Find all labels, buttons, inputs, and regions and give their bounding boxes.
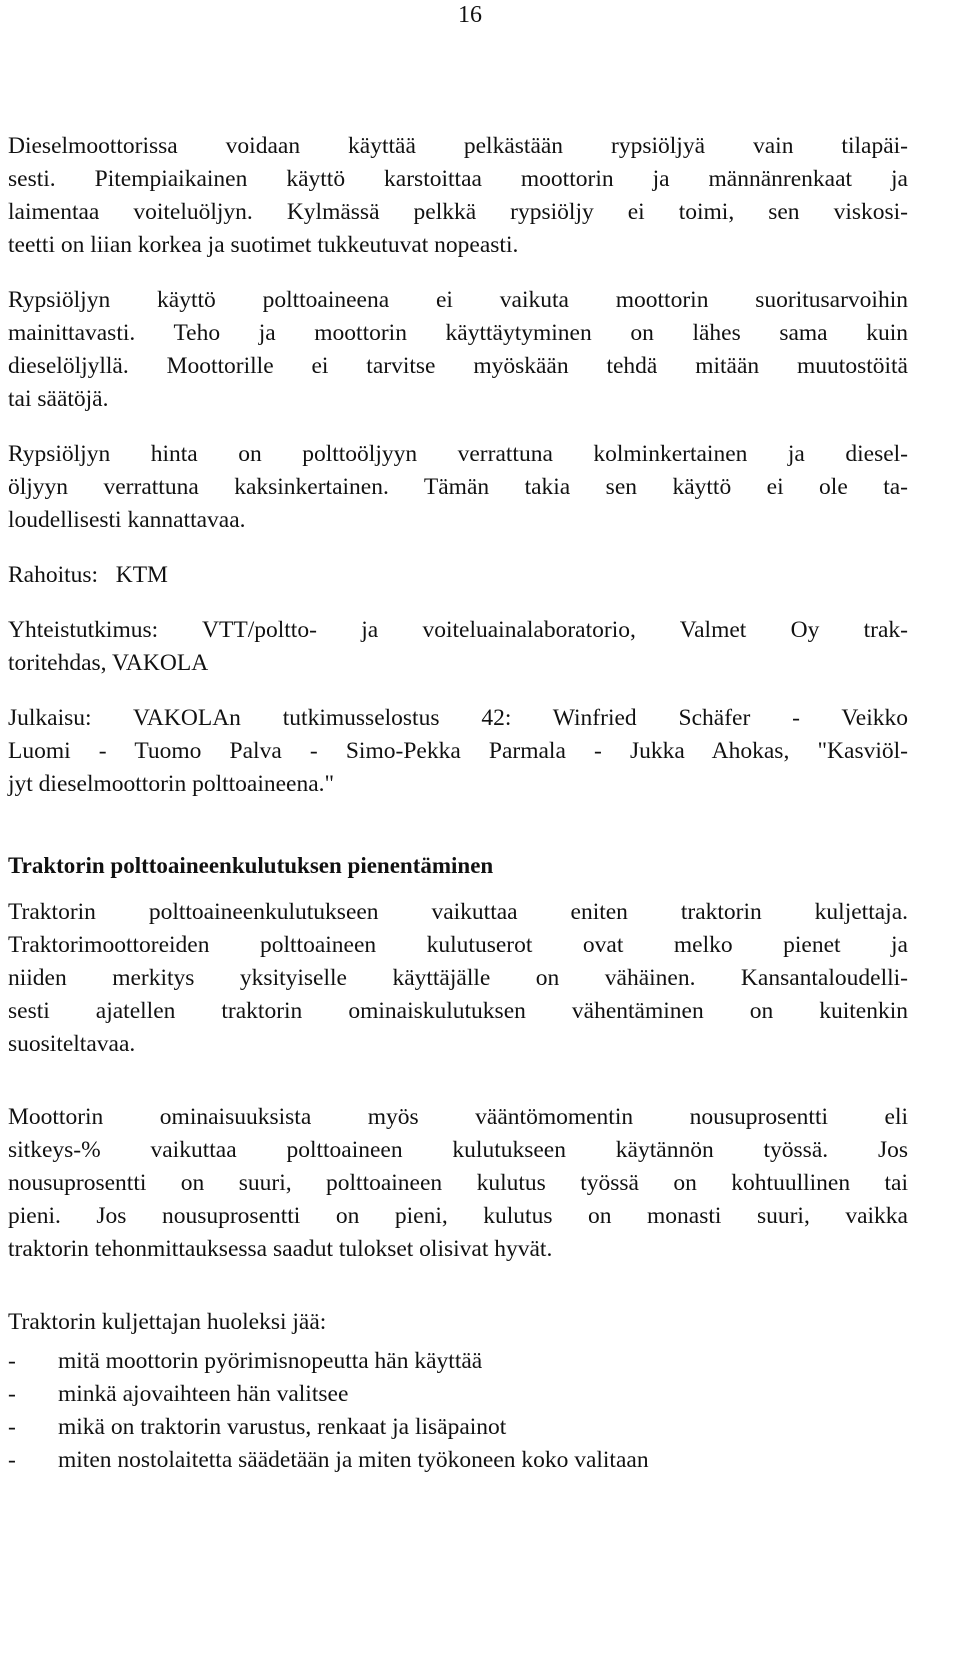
driver-intro: Traktorin kuljettajan huoleksi jää: [8,1309,327,1335]
paragraph-fuel-consumption [8,896,908,1061]
text-line: Yhteistutkimus: VTT/poltto- ja voiteluainalaboratorio, Valmet Oy trak- [8,617,908,643]
text-line: nousuprosentti on suuri, polttoaineen kulutus työssä on kohtuullinen tai [8,1170,908,1196]
page-number: 16 [458,2,482,28]
text-line: mainittavasti. Teho ja moottorin käyttäytyminen on lähes sama kuin [8,320,908,346]
text-line: pieni. Jos nousuprosentti on pieni, kulutus on monasti suuri, vaikka [8,1203,908,1229]
list-item [8,1345,908,1378]
list-item-text: minkä ajovaihteen hän valitsee [58,1381,349,1407]
text-line: toritehdas, VAKOLA [8,650,209,676]
driver-responsibilities-list [8,1345,908,1477]
text-line: sesti. Pitempiaikainen käyttö karstoittaa moottorin ja männänrenkaat ja [8,166,908,192]
paragraph-performance [8,284,908,416]
text-line: Rypsiöljyn hinta on polttoöljyyn verrattuna kolminkertainen ja diesel- [8,441,908,467]
text-line: öljyyn verrattuna kaksinkertainen. Tämän takia sen käyttö ei ole ta- [8,474,908,500]
text-line: Dieselmoottorissa voidaan käyttää pelkästään rypsiöljyä vain tilapäi- [8,133,908,159]
text-line: jyt dieselmoottorin polttoaineena." [8,771,335,797]
text-line: Rypsiöljyn käyttö polttoaineena ei vaikuta moottorin suoritusarvoihin [8,287,908,313]
list-item-text: mikä on traktorin varustus, renkaat ja lisäpainot [58,1414,507,1440]
text-line: niiden merkitys yksityiselle käyttäjälle on vähäinen. Kansantaloudelli- [8,965,908,991]
text-line: Luomi - Tuomo Palva - Simo-Pekka Parmala - Jukka Ahokas, "Kasviöl- [8,738,908,764]
text-line: sitkeys-% vaikuttaa polttoaineen kulutukseen käytännön työssä. Jos [8,1137,908,1163]
text-line: tai säätöjä. [8,386,109,412]
list-item-text: miten nostolaitetta säädetään ja miten työkoneen koko valitaan [58,1447,649,1473]
text-line: sesti ajatellen traktorin ominaiskulutuksen vähentäminen on kuitenkin [8,998,908,1024]
section-heading: Traktorin polttoaineenkulutuksen pienentäminen [8,853,494,878]
list-bullet: - [8,1381,16,1407]
list-bullet: - [8,1414,16,1440]
text-line: dieselöljyllä. Moottorille ei tarvitse myöskään tehdä mitään muutostöitä [8,353,908,379]
funding-value: KTM [115,562,168,588]
text-line: Moottorin ominaisuuksista myös vääntömomentin nousuprosentti eli [8,1104,908,1130]
paragraph-torque-rise [8,1101,908,1266]
funding-row [8,559,908,592]
list-bullet: - [8,1447,16,1473]
text-line: loudellisesti kannattavaa. [8,507,246,533]
text-line: laimentaa voiteluöljyn. Kylmässä pelkkä rypsiöljy ei toimi, sen viskosi- [8,199,908,225]
paragraph-price [8,438,908,537]
funding-label: Rahoitus: [8,562,99,588]
list-bullet: - [8,1348,16,1374]
paragraph-rapeseed-oil-use [8,130,908,262]
text-line: Traktorimoottoreiden polttoaineen kulutuserot ovat melko pienet ja [8,932,908,958]
text-line: Julkaisu: VAKOLAn tutkimusselostus 42: Winfried Schäfer - Veikko [8,705,908,731]
text-line: Traktorin polttoaineenkulutukseen vaikuttaa eniten traktorin kuljettaja. [8,899,908,925]
list-item [8,1411,908,1444]
text-line: traktorin tehonmittauksessa saadut tulokset olisivat hyvät. [8,1236,553,1262]
publication-row [8,702,908,801]
list-item [8,1378,908,1411]
research-row [8,614,908,680]
list-item-text: mitä moottorin pyörimisnopeutta hän käyttää [58,1348,483,1374]
list-item [8,1444,908,1477]
document-body [8,130,908,1477]
text-line: teetti on liian korkea ja suotimet tukkeutuvat nopeasti. [8,232,519,258]
text-line: suositeltavaa. [8,1031,136,1057]
